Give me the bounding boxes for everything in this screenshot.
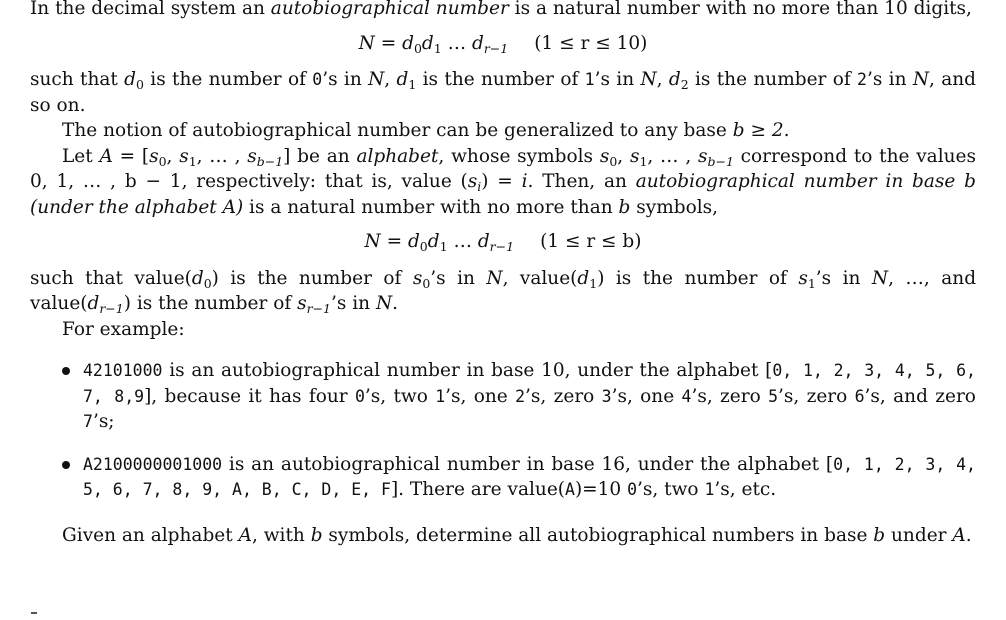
eq-sub: r−1 [483,40,509,56]
code-symbol: 1 [704,480,715,499]
text: such that [30,69,125,90]
math-var: N [640,69,657,90]
math-var: N [912,69,930,90]
code-symbol: 4 [681,386,692,406]
text: is an autobiographical number in base 10, under the alphabet [ [162,360,773,381]
eq-sub: r−1 [489,239,515,254]
eq-condition: (1 ≤ r ≤ b) [540,231,642,252]
text: ) is the number of [597,267,799,289]
eq-var: d [477,231,490,252]
code-symbol: 3 [601,386,612,406]
text: ’s, zero [778,385,855,407]
math-expr: 0, 1, … , b − 1 [30,171,182,192]
text: is the number of [143,69,313,90]
math-var: s [467,171,478,192]
problem-statement [30,0,976,548]
bullet-icon [62,461,70,469]
text: Let [62,145,100,167]
math-sub: b−1 [256,153,284,169]
code-symbol: 2 [857,70,867,89]
text: is an autobiographical number in base 16, under the alphabet [ [222,453,834,475]
code-symbol: 0 [627,480,638,499]
math-sub: 1 [807,275,816,291]
paragraph-example-intro: For example: [62,318,185,340]
math-var: N [368,69,385,90]
math-expr: b ≥ 2 [732,120,784,141]
eq-op: = [374,32,403,54]
text: ’s in [330,293,376,314]
text: , …, and value( [30,267,977,314]
math-sub: b−1 [707,153,734,169]
text: ’s in [430,267,487,289]
text: . [965,524,972,546]
text: symbols, [630,196,719,218]
text: , [166,145,180,167]
math-sub: 0 [422,275,431,291]
text: under [885,524,953,546]
code-number: A2100000001000 [83,454,223,474]
eq-var: d [421,32,434,54]
text: , [384,69,397,90]
math-var: s [179,145,189,167]
text: , … , [647,145,698,167]
text: ’s, two [637,479,705,500]
emphasis-term: autobiographical number [270,0,509,19]
math-sub: 1 [589,275,598,291]
math-var: s [247,145,257,167]
math-sub: r−1 [99,301,124,316]
math-sub: 0 [136,77,144,92]
eq-sub: 1 [439,239,448,254]
examples-list [30,358,976,503]
math-var: N [486,267,503,289]
text: , with [251,524,311,546]
paragraph-intro [30,0,976,22]
text: , and so on. [30,69,977,116]
text: ’s in [815,267,872,289]
math-var: b [310,524,323,546]
math-var: s [297,293,307,314]
text: is the number of [416,69,585,90]
code-alphabet: 0, 1, 2, 3, 4, 5, 6, 7, 8, 9, A, B, C, D, E, F [83,454,976,499]
text: ) is the number of [123,293,298,314]
eq-var: d [402,32,414,54]
paragraph-generalize [30,118,976,144]
text: ) is the number of [211,267,413,289]
text: The notion of autobiographical number can be generalized to any base [62,120,733,141]
text: ’s; [92,411,115,432]
eq-dots: … [447,32,467,54]
code-symbol: 1 [584,70,595,89]
math-sub: 0 [203,275,212,291]
equation-base-b [30,229,976,255]
math-var: b [618,196,631,218]
math-var: d [191,267,204,289]
code-symbol: 7 [83,412,93,431]
text: ’s, zero [525,385,602,407]
math-var: d [577,267,590,289]
text: ’s in [322,69,369,90]
math-var: s [412,267,423,289]
code-symbol: 2 [515,386,526,406]
eq-var: d [407,231,420,252]
text: , … , [196,145,248,167]
text: is a natural number with no more than 10 digits, [508,0,972,19]
paragraph-task [30,523,976,549]
text: ’s, zero [691,385,769,407]
text: , value( [502,267,578,289]
code-symbol: 6 [854,386,865,406]
paragraph-alphabet [30,144,976,221]
text: ’s in [594,69,641,90]
math-var: i [521,171,528,192]
eq-dots: … [453,231,472,252]
text: ’s, two [364,385,436,407]
code-symbol: 0 [312,70,323,89]
eq-var: d [427,231,440,252]
text: , [617,145,630,167]
math-var: A [952,524,966,546]
eq-sub: 0 [419,239,428,254]
code-alphabet: 0, 1, 2, 3, 4, 5, 6, 7, 8,9 [83,361,976,406]
text: ’s, one [445,385,516,407]
math-sub: i [477,179,482,194]
equation-decimal [30,31,976,57]
text: . [392,293,399,314]
math-sub: 1 [408,77,417,92]
text: , [656,69,669,90]
math-var: N [375,293,393,314]
text: ) = [481,171,522,192]
math-sub: 1 [639,153,648,169]
math-var: d [124,69,136,90]
code-symbol: 0 [354,386,365,406]
eq-condition: (1 ≤ r ≤ 10) [534,32,648,54]
text: . [783,120,790,141]
bullet-icon [62,367,70,375]
math-var: A [99,145,113,167]
math-sub: 0 [158,153,167,169]
math-var: s [629,145,640,167]
math-sub: 2 [680,77,689,92]
text: ], because it has four [144,385,355,407]
math-var: d [87,293,100,314]
text: such that value( [30,267,192,289]
paragraph-values [30,266,976,317]
eq-op: = [380,231,408,252]
stray-mark [31,612,37,614]
text: ’s, etc. [714,479,777,500]
math-var: s [599,145,610,167]
text: is the number of [688,69,858,90]
text: = [ [112,145,150,167]
text: )=10 [574,479,628,500]
math-var: A [238,524,252,546]
code-symbol: 1 [435,386,446,406]
math-var: d [396,69,409,90]
emphasis-term: alphabet [356,145,439,167]
text: correspond to the values [733,145,976,167]
text: . Then, an [527,171,636,192]
math-sub: 1 [188,153,197,169]
math-var: b [873,524,886,546]
text: ’s, and zero [864,385,976,407]
text: In the decimal system an [30,0,271,19]
text: is a natural number with no more than [243,196,619,218]
code-symbol: A [565,480,575,499]
eq-var: N [364,231,381,252]
emphasis-term: autobiographical number in base b (under the alphabet A) [30,171,976,218]
math-var: d [668,69,681,90]
eq-sub: 1 [433,40,442,56]
text: ]. There are value( [390,479,565,500]
eq-var: N [358,32,375,54]
math-sub: 0 [609,153,618,169]
math-var: s [149,145,159,167]
text: be an [290,145,357,167]
list-item [30,358,976,435]
code-number: 42101000 [83,361,163,380]
text: ’s in [866,69,913,90]
text: , respectively: that is, value ( [181,171,468,192]
list-item [30,452,976,503]
text: ] [283,145,291,167]
text: Given an alphabet [62,524,239,546]
math-var: s [697,145,708,167]
code-symbol: 5 [768,386,778,406]
eq-sub: 0 [413,40,422,56]
text: symbols, determine all autobiographical numbers in base [322,524,874,546]
math-var: N [871,267,889,289]
text: , whose symbols [438,145,600,167]
math-sub: r−1 [306,301,331,316]
text: ’s, one [611,385,682,407]
eq-var: d [471,32,484,54]
math-var: s [798,267,808,289]
paragraph-digits [30,67,976,118]
